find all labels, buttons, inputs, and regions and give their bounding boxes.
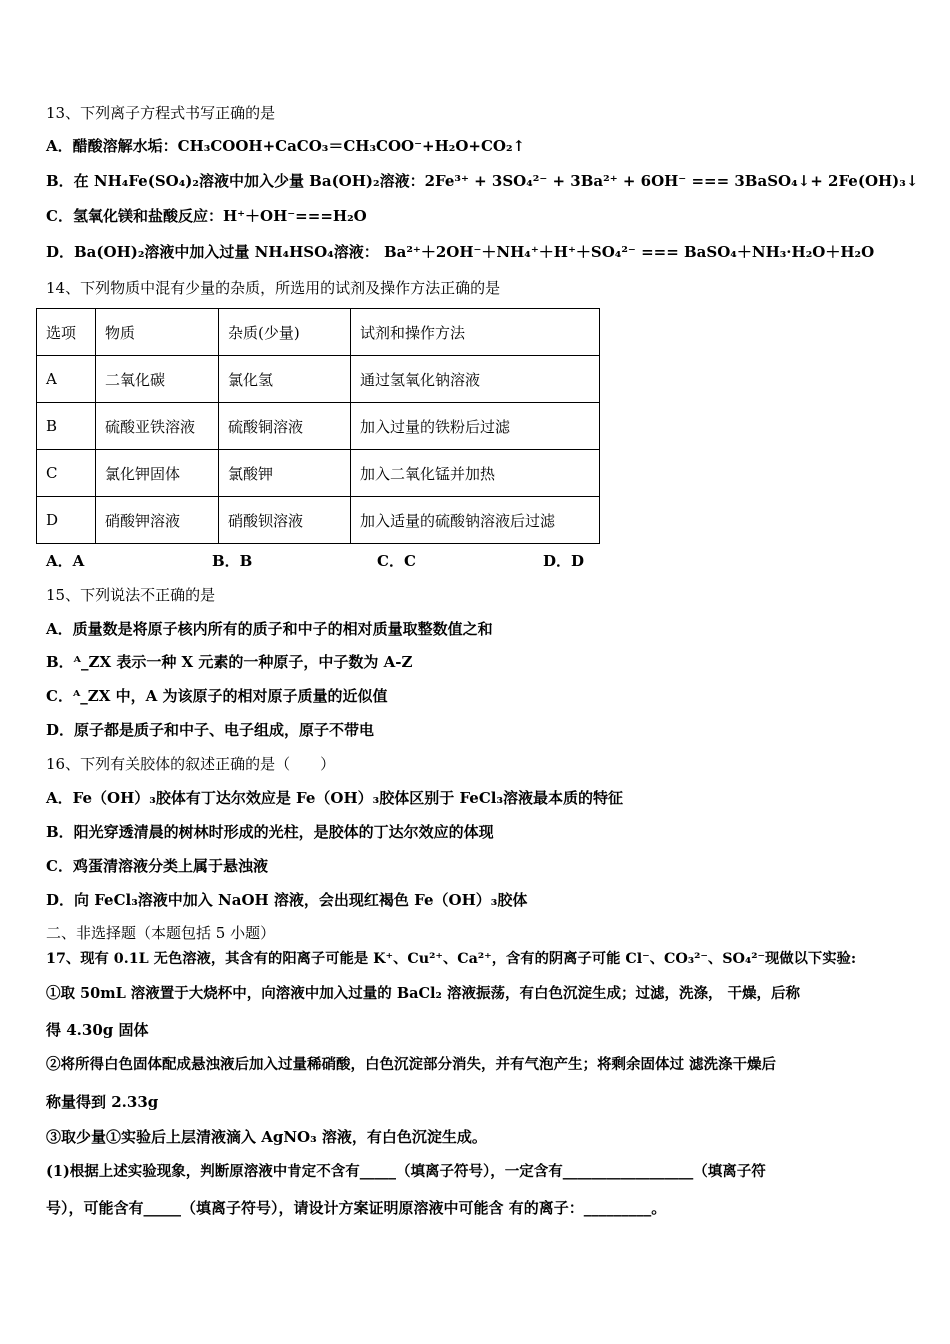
table-cell: 硫酸亚铁溶液 [96,403,219,450]
q15-stem: 15、下列说法不正确的是 [46,586,216,604]
table-header-row [37,309,600,356]
table-row [37,450,600,497]
q17-step1-line1: ①取 50mL 溶液置于大烧杯中，向溶液中加入过量的 BaCl₂ 溶液振荡，有白色沉淀生成；过滤，洗涤， 干燥，后称 [46,985,801,1002]
table-cell: 氯化钾固体 [96,450,219,497]
table-header-cell: 物质 [96,309,219,356]
q16-option-d: D．向 FeCl₃溶液中加入 NaOH 溶液，会出现红褐色 Fe（OH）₃胶体 [46,891,528,909]
q14-answer-b: B．B [212,552,253,570]
table-row [37,497,600,544]
table-row [37,356,600,403]
table-cell: D [37,497,96,544]
q14-table [36,308,600,544]
q17-question1-line2: 号），可能含有_____（填离子符号），请设计方案证明原溶液中可能含 有的离子：_________。 [46,1199,667,1217]
q17-step1-line2: 得 4.30g 固体 [46,1021,149,1039]
section-heading: 二、非选择题（本题包括 5 小题） [46,924,276,942]
table-header-cell: 选项 [37,309,96,356]
q14-answer-c: C．C [377,552,416,570]
q17-step2-line2: 称量得到 2.33g [46,1093,159,1111]
q13-option-c: C．氢氧化镁和盐酸反应：H⁺＋OH⁻===H₂O [46,207,367,225]
table-header-cell: 试剂和操作方法 [351,309,600,356]
table-cell: 硫酸铜溶液 [219,403,351,450]
table-cell: 氯化氢 [219,356,351,403]
q16-option-b: B．阳光穿透清晨的树林时形成的光柱，是胶体的丁达尔效应的体现 [46,823,494,841]
table-cell: B [37,403,96,450]
table-cell: 通过氢氧化钠溶液 [351,356,600,403]
q13-option-d: D．Ba(OH)₂溶液中加入过量 NH₄HSO₄溶液： Ba²⁺＋2OH⁻＋NH₄⁺＋H⁺＋SO₄²⁻ === BaSO₄＋NH₃·H₂O＋H₂O [46,243,875,261]
q14-answer-d: D．D [543,552,585,570]
q16-option-c: C．鸡蛋清溶液分类上属于悬浊液 [46,857,268,875]
q13-stem: 13、下列离子方程式书写正确的是 [46,104,276,122]
table-cell: 加入过量的铁粉后过滤 [351,403,600,450]
table-cell: 氯酸钾 [219,450,351,497]
q14-answer-a: A．A [46,552,85,570]
q17-step3: ③取少量①实验后上层清液滴入 AgNO₃ 溶液，有白色沉淀生成。 [46,1128,487,1146]
q15-option-d: D．原子都是质子和中子、电子组成，原子不带电 [46,721,375,739]
q17-stem: 17、现有 0.1L 无色溶液，其含有的阳离子可能是 K⁺、Cu²⁺、Ca²⁺，含有的阴离子可能 Cl⁻、CO₃²⁻、SO₄²⁻现做以下实验: [46,951,857,967]
q13-option-b: B．在 NH₄Fe(SO₄)₂溶液中加入少量 Ba(OH)₂溶液：2Fe³⁺ + 3SO₄²⁻ + 3Ba²⁺ + 6OH⁻ === 3BaSO₄↓+ 2Fe(OH)₃↓ [46,172,919,190]
q17-question1-line1: (1)根据上述实验现象，判断原溶液中肯定不含有_____（填离子符号），一定含有__________________（填离子符 [46,1163,766,1180]
q15-option-c: C．ᴬ_ZX 中，A 为该原子的相对原子质量的近似值 [46,687,388,705]
q16-option-a: A．Fe（OH）₃胶体有丁达尔效应是 Fe（OH）₃胶体区别于 FeCl₃溶液最本质的特征 [46,789,624,807]
q15-option-a: A．质量数是将原子核内所有的质子和中子的相对质量取整数值之和 [46,620,493,638]
q13-option-a: A．醋酸溶解水垢：CH₃COOH+CaCO₃＝CH₃COO⁻+H₂O+CO₂↑ [46,137,526,155]
table-row [37,403,600,450]
q15-option-b: B．ᴬ_ZX 表示一种 X 元素的一种原子，中子数为 A-Z [46,653,413,671]
q14-stem: 14、下列物质中混有少量的杂质，所选用的试剂及操作方法正确的是 [46,279,501,297]
table-cell: 硝酸钾溶液 [96,497,219,544]
table-cell: C [37,450,96,497]
q17-step2-line1: ②将所得白色固体配成悬浊液后加入过量稀硝酸，白色沉淀部分消失，并有气泡产生；将剩余固体过 滤洗涤干燥后 [46,1056,777,1073]
table-cell: 加入适量的硫酸钠溶液后过滤 [351,497,600,544]
table-cell: 加入二氧化锰并加热 [351,450,600,497]
table-header-cell: 杂质(少量) [219,309,351,356]
table-cell: A [37,356,96,403]
table-cell: 二氧化碳 [96,356,219,403]
q16-stem: 16、下列有关胶体的叙述正确的是（ ） [46,755,336,773]
table-cell: 硝酸钡溶液 [219,497,351,544]
